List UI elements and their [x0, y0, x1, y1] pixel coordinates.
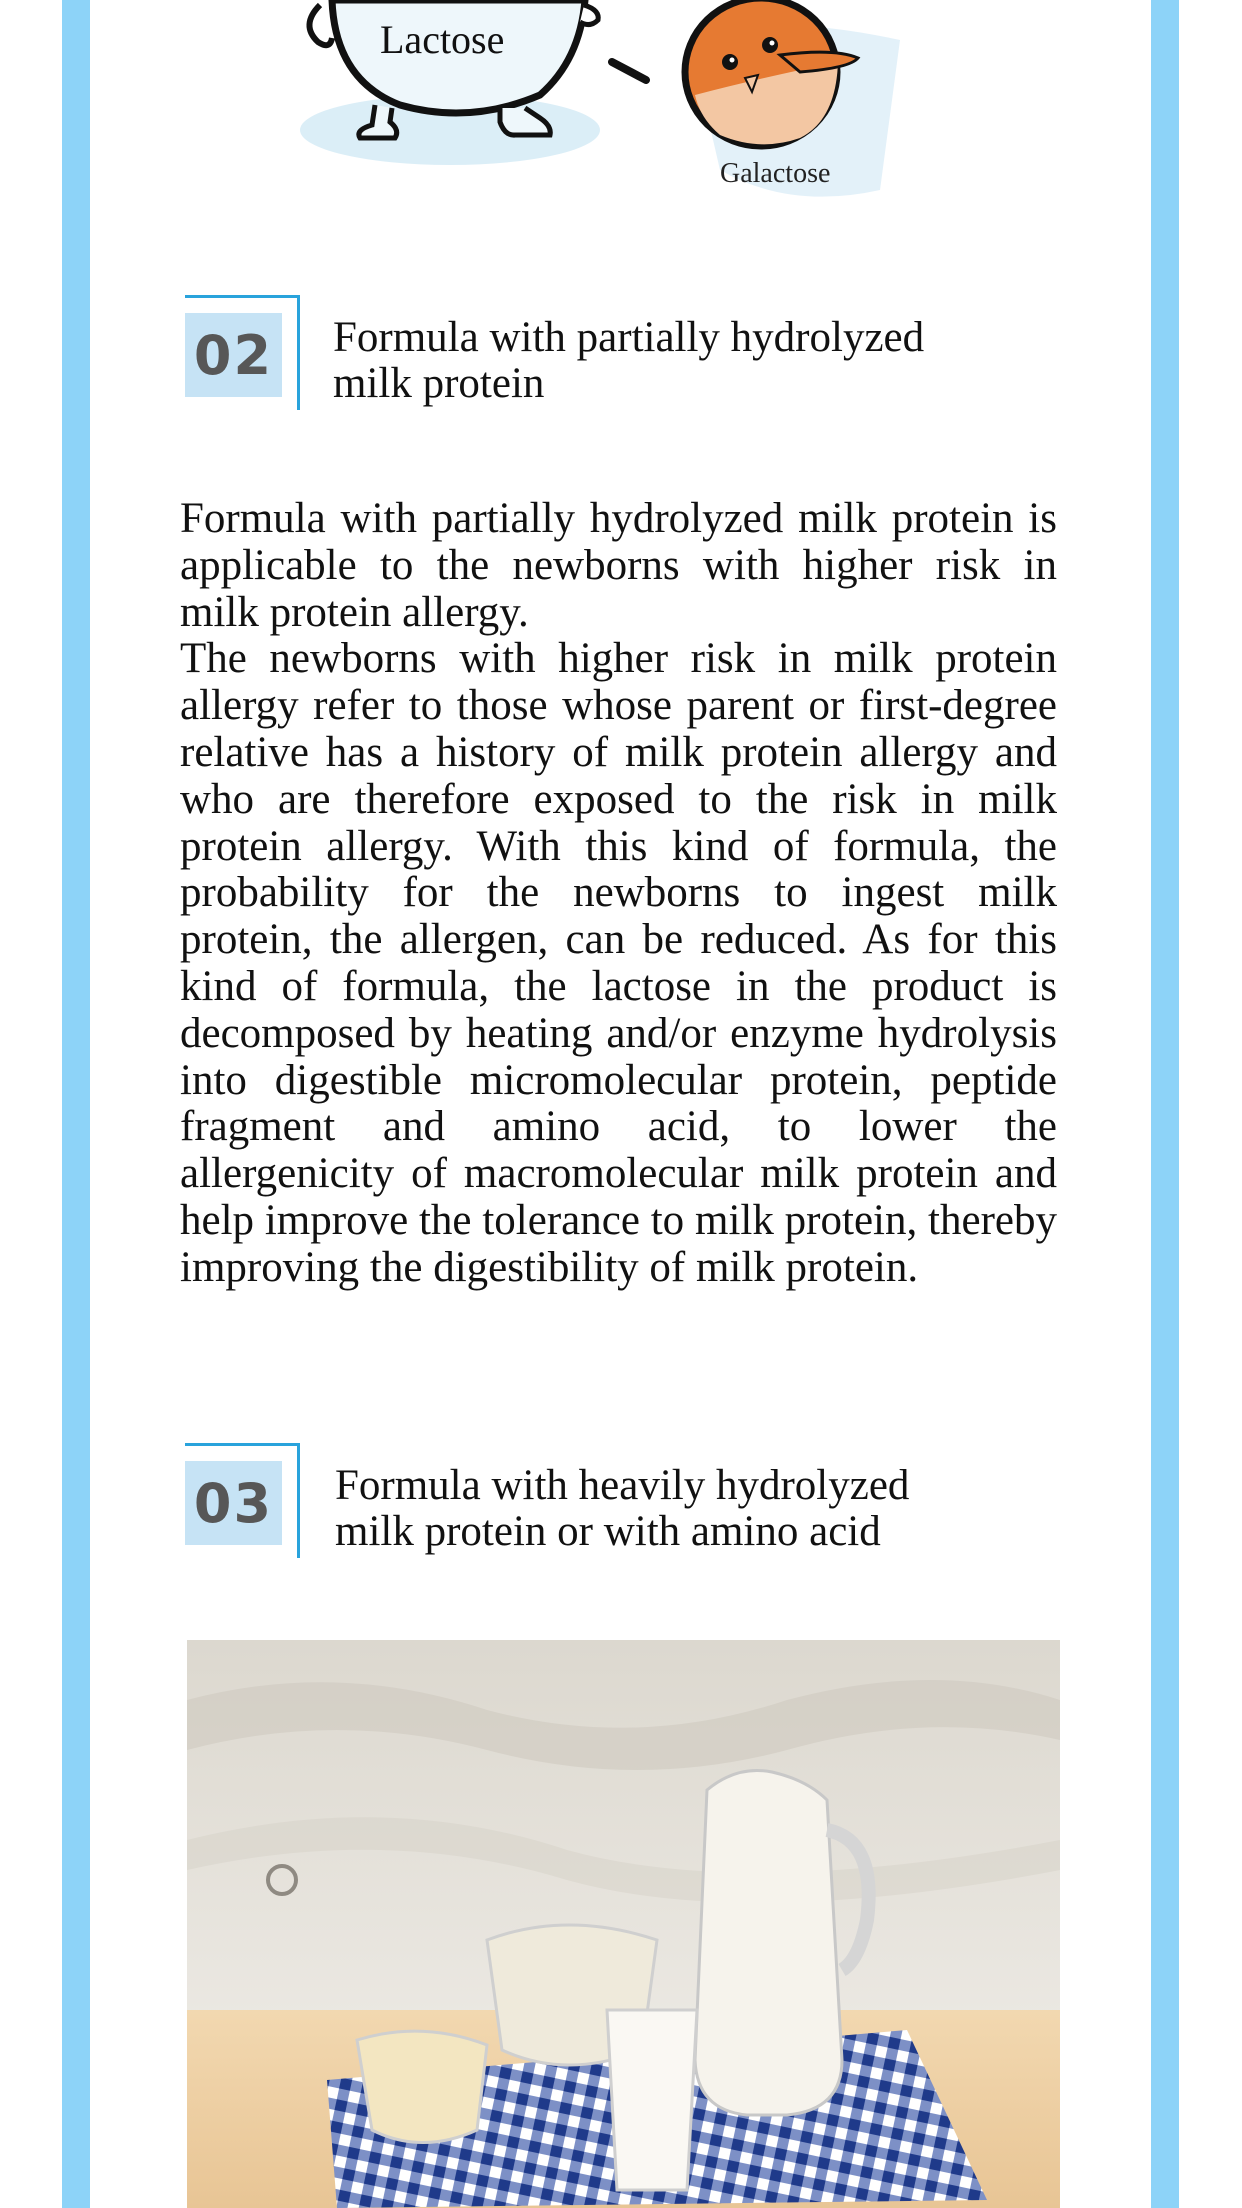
frame-accent-right — [297, 295, 300, 410]
body-paragraph-1: Formula with partially hydrolyzed milk protein is applicable to the newborns with higher risk in milk protein allergy. — [180, 495, 1057, 636]
section-02-header — [185, 295, 1065, 415]
lactose-label: Lactose — [380, 17, 505, 62]
section-title-line-2: milk protein or with amino acid — [335, 1508, 881, 1555]
section-number-frame — [185, 295, 300, 410]
frame-accent-top — [185, 1443, 300, 1446]
frame-accent-right — [297, 1443, 300, 1558]
illustration-art — [0, 0, 1242, 200]
butter-bowl — [357, 2031, 487, 2142]
section-number: 02 — [185, 313, 282, 397]
frame-accent-top — [185, 295, 300, 298]
milk-jug — [695, 1770, 842, 2115]
section-number: 03 — [185, 1461, 282, 1545]
body-paragraph-2: The newborns with higher risk in milk protein allergy refer to those whose parent or first-degree relative has a history of milk protein allergy and who are therefore exposed to the risk in milk protein allergy. With this kind of formula, the probability for the newborns to ingest milk protein, the allergen, can be reduced. As for this kind of formula, the lactose in the product is decomposed by heating and/or enzyme hydrolysis into digestible micromolecular protein, peptide fragment and amino acid, to lower the allergenicity of macromolecular milk protein and help improve the tolerance to milk protein, thereby improving the digestibility of milk protein. — [180, 635, 1057, 1291]
photo-art — [187, 1640, 1060, 2208]
milk-glass — [607, 2010, 697, 2190]
section-03-header — [185, 1443, 1065, 1563]
section-title-line-1: Formula with partially hydrolyzed — [333, 314, 925, 361]
section-02-body — [180, 496, 1057, 1292]
dairy-products-photo — [187, 1640, 1060, 2208]
section-number-frame — [185, 1443, 300, 1558]
section-title-line-1: Formula with heavily hydrolyzed — [335, 1462, 910, 1509]
section-title — [333, 315, 1053, 407]
frame-border-left — [62, 0, 90, 2208]
section-title — [335, 1463, 1055, 1555]
frame-border-right — [1151, 0, 1179, 2208]
galactose-label: Galactose — [720, 158, 831, 189]
section-title-line-2: milk protein — [333, 360, 545, 407]
